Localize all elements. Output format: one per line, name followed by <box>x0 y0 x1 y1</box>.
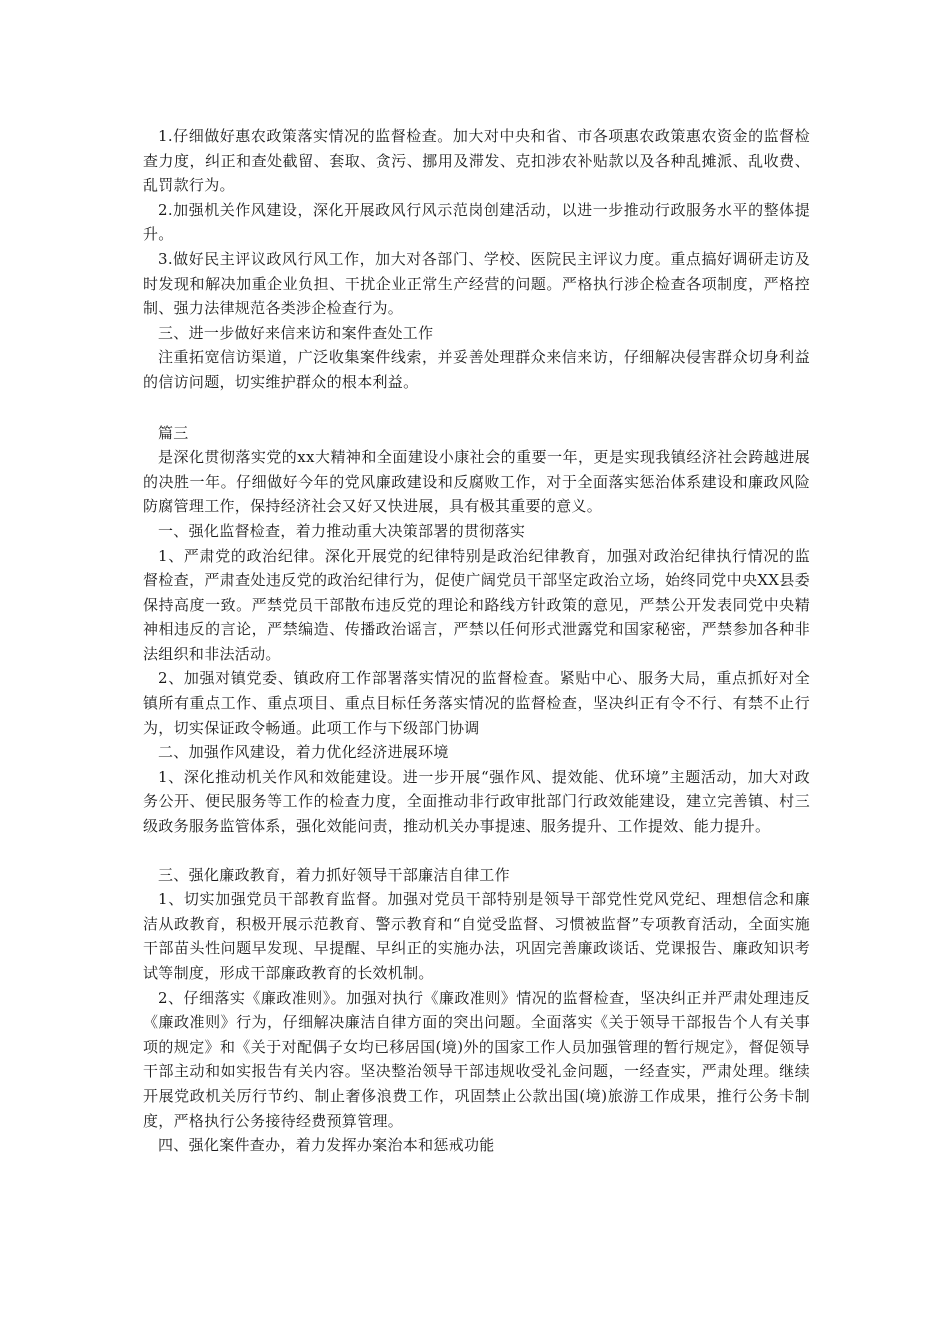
paragraph-b3: 1、严肃党的政治纪律。深化开展党的纪律特别是政治纪律教育，加强对政治纪律执行情况的监督检查，严肃查处违反党的政治纪律行为，促使广阔党员干部坚定政治立场，始终同党中央XX县委保持高度一致。严禁党员干部散布违反党的理论和路线方针政策的意见，严禁公开发表同党中央精神相违反的言论，严禁编造、传播政治谣言，严禁以任何形式泄露党和国家秘密，严禁参加各种非法组织和非法活动。 <box>143 546 810 663</box>
section-heading-a4: 三、进一步做好来信来访和案件查处工作 <box>158 323 434 342</box>
paragraph-b4: 2、加强对镇党委、镇政府工作部署落实情况的监督检查。紧贴中心、服务大局，重点抓好对全镇所有重点工作、重点项目、重点目标任务落实情况的监督检查，坚决纠正有令不行、有禁不止行为，切实保证政令畅通。此项工作与下级部门协调 <box>143 669 810 737</box>
paragraph-a2: 2.加强机关作风建设，深化开展政风行风示范岗创建活动，以进一步推动行政服务水平的整体提升。 <box>143 200 810 244</box>
paragraph-c3: 2、仔细落实《廉政准则》。加强对执行《廉政准则》情况的监督检查，坚决纠正并严肃处理违反《廉政准则》行为，仔细解决廉洁自律方面的突出问题。全面落实《关于领导干部报告个人有关事项的规定》和《关于对配偶子女均已移居国(境)外的国家工作人员加强管理的暂行规定》，督促领导干部主动和如实报告有关内容。坚决整治领导干部违规收受礼金问题，一经查实，严肃处理。继续开展党政机关厉行节约、制止奢侈浪费工作，巩固禁止公款出国(境)旅游工作成果，推行公务卡制度，严格执行公务接待经费预算管理。 <box>143 988 810 1130</box>
paragraph-b6: 1、深化推动机关作风和效能建设。进一步开展“强作风、提效能、优环境”主题活动，加大对政务公开、便民服务等工作的检查力度，全面推动非行政审批部门行政效能建设，建立完善镇、村三级政务服务监管体系，强化效能问责，推动机关办事提速、服务提升、工作提效、能力提升。 <box>143 767 810 836</box>
article-label: 篇三 <box>158 423 189 442</box>
spacer <box>143 395 810 421</box>
section-heading-c1: 三、强化廉政教育，着力抓好领导干部廉洁自律工作 <box>158 865 510 884</box>
paragraph-a1: 1.仔细做好惠农政策落实情况的监督检查。加大对中央和省、市各项惠农政策惠农资金的监督检查力度，纠正和查处截留、套取、贪污、挪用及滞发、克扣涉农补贴款以及各种乱摊派、乱收费、乱罚款行为。 <box>143 127 810 195</box>
paragraph-a3: 3.做好民主评议政风行风工作，加大对各部门、学校、医院民主评议力度。重点搞好调研走访及时发现和解决加重企业负担、干扰企业正常生产经营的问题。严格执行涉企检查各项制度，严格控制、强力法律规范各类涉企检查行为。 <box>143 249 810 318</box>
section-heading-b5: 二、加强作风建设，着力优化经济进展环境 <box>158 743 449 762</box>
spacer <box>143 839 810 863</box>
paragraph-c2: 1、切实加强党员干部教育监督。加强对党员干部特别是领导干部党性党风党纪、理想信念和廉洁从政教育，积极开展示范教育、警示教育和“自觉受监督、习惯被监督”专项教育活动，全面实施干部苗头性问题早发现、早提醒、早纠正的实施办法，巩固完善廉政谈话、党课报告、廉政知识考试等制度，形成干部廉政教育的长效机制。 <box>143 890 810 982</box>
section-heading-b2: 一、强化监督检查，着力推动重大决策部署的贯彻落实 <box>158 521 526 540</box>
paragraph-b1: 是深化贯彻落实党的xx大精神和全面建设小康社会的重要一年，更是实现我镇经济社会跨越进展的决胜一年。仔细做好今年的党风廉政建设和反腐败工作，对于全面落实惩治体系建设和廉政风险防腐管理工作，保持经济社会又好又快进展，具有极其重要的意义。 <box>143 448 810 516</box>
paragraph-a5: 注重拓宽信访渠道，广泛收集案件线索，并妥善处理群众来信来访，仔细解决侵害群众切身利益的信访问题，切实维护群众的根本利益。 <box>143 348 810 391</box>
section-heading-c4: 四、强化案件查办，着力发挥办案治本和惩戒功能 <box>158 1136 495 1155</box>
document-body <box>143 124 810 1158</box>
